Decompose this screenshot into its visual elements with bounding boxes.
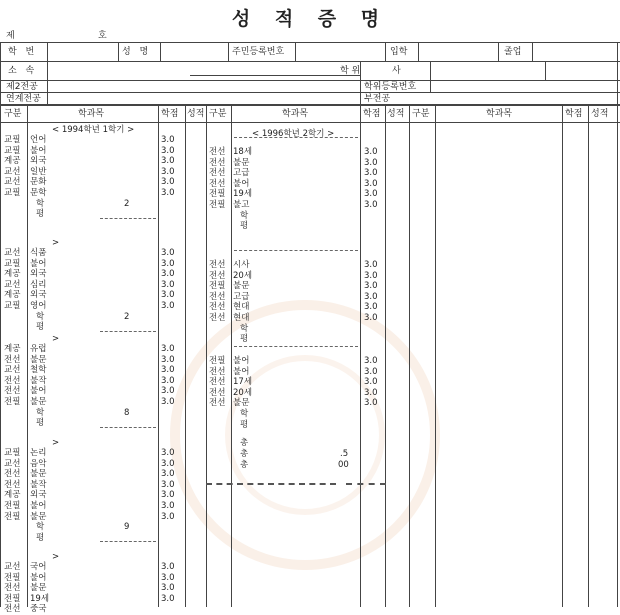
course-name: 19세 xyxy=(30,593,50,604)
course-name: 심리 xyxy=(30,279,47,290)
course-type: 계공 xyxy=(4,156,21,167)
total-label-3: 총 xyxy=(240,460,249,470)
course-type: 전선 xyxy=(4,583,21,594)
course-type: 전필 xyxy=(209,200,226,210)
course-name: 불문 xyxy=(233,281,250,292)
course-name: 불어 xyxy=(30,145,47,156)
course-type: 계공 xyxy=(4,490,21,501)
semester-sub-1: 학 xyxy=(240,210,249,221)
course-type: 전선 xyxy=(4,469,21,480)
course-type: 전필 xyxy=(4,572,21,583)
course-name: 외국 xyxy=(30,269,47,280)
semester-sub-2: 평 xyxy=(36,322,45,333)
col-grade-header-1: 성적 xyxy=(187,109,205,119)
student-no-label: 학 번 xyxy=(8,47,38,57)
col-type-header-1: 구분 xyxy=(4,109,22,119)
second-major-label: 제2전공 xyxy=(6,82,38,92)
course-type: 교필 xyxy=(4,301,21,311)
course-type: 전선 xyxy=(209,147,226,157)
total-value-1: .5 xyxy=(340,449,349,459)
course-credits: 3.0 3.0 3.0 3.0 3.0 3.0 xyxy=(161,135,175,198)
course-type: 교선 xyxy=(4,166,21,177)
course-credits: 3.0 3.0 3.0 3.0 3.0 xyxy=(364,356,378,409)
degree-value: 사 xyxy=(392,66,401,76)
course-name: 18세 xyxy=(233,147,253,157)
doc-number-prefix: 제 xyxy=(6,31,15,41)
course-type: 전선 xyxy=(209,387,226,398)
course-name: 영어 xyxy=(30,301,47,311)
course-type: 교선 xyxy=(4,562,21,572)
semester-divider xyxy=(234,346,358,347)
course-name: 17세 xyxy=(233,377,253,388)
col-course-header-2: 학과목 xyxy=(282,109,309,119)
course-name: 국어 xyxy=(30,562,47,572)
course-type: 전선 xyxy=(209,260,226,270)
semester-label: > xyxy=(52,438,60,448)
course-name: 불문 xyxy=(233,398,250,409)
doc-number-suffix: 호 xyxy=(98,31,107,41)
course-name: 일반 xyxy=(30,166,47,177)
course-name: 불작 xyxy=(30,375,47,386)
course-type: 전필 xyxy=(209,281,226,292)
semester-label: > xyxy=(52,238,60,248)
semester-credit-sum: 2 xyxy=(124,311,130,322)
course-name: 중국 xyxy=(30,604,47,615)
course-type: 전선 xyxy=(209,168,226,179)
course-name: 불어 xyxy=(30,572,47,583)
course-name: 불어 xyxy=(30,501,47,511)
semester-label: < 1994학년 1학기 > xyxy=(52,125,135,135)
col-credit-header-1: 학점 xyxy=(161,109,179,119)
affiliation-label: 소 속 xyxy=(8,66,38,76)
semester-sub-1: 학 xyxy=(240,323,249,334)
course-name: 20세 xyxy=(233,270,253,281)
admission-label: 입학 xyxy=(390,47,408,57)
semester-sub-2: 평 xyxy=(36,532,45,543)
linked-major-label: 연계전공 xyxy=(6,94,41,104)
course-type: 전필 xyxy=(209,356,226,366)
col-credit-header-2: 학점 xyxy=(363,109,381,119)
course-name: 불문 xyxy=(30,583,47,594)
name-label: 성 명 xyxy=(122,47,152,57)
course-type: 계공 xyxy=(4,290,21,301)
col-grade-header-2: 성적 xyxy=(387,109,405,119)
semester-label: > xyxy=(52,552,60,562)
course-type: 교필 xyxy=(4,188,21,198)
course-type: 교선 xyxy=(4,458,21,469)
course-name: 외국 xyxy=(30,156,47,167)
course-type: 전선 xyxy=(209,366,226,377)
semester-sub-2: 평 xyxy=(36,209,45,220)
course-type: 전필 xyxy=(4,511,21,522)
col-course-header-1: 학과목 xyxy=(78,109,105,119)
semester-sub-2: 평 xyxy=(240,419,249,430)
course-credits: 3.0 3.0 3.0 3.0 3.0 3.0 xyxy=(161,248,175,311)
course-name: 불어 xyxy=(30,258,47,269)
course-type: 전선 xyxy=(209,178,226,189)
totals-divider xyxy=(206,483,336,485)
course-type: 전필 xyxy=(4,501,21,511)
semester-credit-sum: 8 xyxy=(124,407,130,418)
course-name: 외국 xyxy=(30,490,47,501)
course-name: 불문 xyxy=(30,397,47,407)
course-credits: 3.0 3.0 3.0 3.0 3.0 3.0 xyxy=(161,344,175,407)
course-type: 전필 xyxy=(4,593,21,604)
semester-label: < 1996학년 2학기 > xyxy=(252,129,335,139)
course-name: 유럽 xyxy=(30,344,47,354)
semester-credit-sum: 9 xyxy=(124,522,130,533)
course-type: 전선 xyxy=(209,377,226,388)
col-type-header-2: 구분 xyxy=(209,109,227,119)
semester-label: > xyxy=(52,334,60,344)
course-name: 문화 xyxy=(30,177,47,188)
course-type: 교선 xyxy=(4,365,21,376)
semester-divider xyxy=(100,331,156,332)
semester-sub-1: 학 xyxy=(36,198,45,209)
course-type: 전선 xyxy=(4,386,21,397)
course-type: 계공 xyxy=(4,269,21,280)
semester-divider xyxy=(100,218,156,219)
total-label-2: 총 xyxy=(240,449,249,459)
semester-sub-1: 학 xyxy=(240,409,249,419)
course-name: 시사 xyxy=(233,260,250,270)
semester-sub-1: 학 xyxy=(36,522,45,533)
course-type: 전선 xyxy=(4,479,21,490)
course-name: 논리 xyxy=(30,448,47,458)
course-credits: 3.0 3.0 3.0 3.0 xyxy=(161,562,175,604)
semester-divider xyxy=(100,541,156,542)
course-name: 음악 xyxy=(30,458,47,469)
course-credits: 3.0 3.0 3.0 3.0 3.0 3.0 xyxy=(364,147,378,210)
course-type: 교선 xyxy=(4,177,21,188)
col-type-header-3: 구분 xyxy=(412,109,430,119)
course-name: 불문 xyxy=(30,354,47,365)
course-name: 불고 xyxy=(233,200,250,210)
document-title: 성 적 증 명 xyxy=(231,8,389,30)
course-name: 문학 xyxy=(30,188,47,198)
course-name: 불문 xyxy=(233,157,250,168)
course-type: 전선 xyxy=(209,313,226,323)
course-type: 전선 xyxy=(209,398,226,409)
course-name: 외국 xyxy=(30,290,47,301)
semester-sub-2: 평 xyxy=(36,418,45,429)
course-type: 교필 xyxy=(4,135,21,145)
course-type: 계공 xyxy=(4,344,21,354)
total-value-2: 00 xyxy=(338,460,349,470)
course-type: 전선 xyxy=(4,354,21,365)
course-type: 전선 xyxy=(209,157,226,168)
semester-divider xyxy=(100,427,156,428)
course-type: 전선 xyxy=(4,375,21,386)
semester-sub-1: 학 xyxy=(36,311,45,322)
course-name: 불어 xyxy=(233,178,250,189)
col-credit-header-3: 학점 xyxy=(565,109,583,119)
course-name: 불어 xyxy=(233,356,250,366)
total-label-1: 총 xyxy=(240,438,249,448)
semester-divider xyxy=(234,250,358,251)
course-name: 불어 xyxy=(30,386,47,397)
course-type: 전필 xyxy=(209,189,226,200)
course-type: 전필 xyxy=(4,397,21,407)
course-name: 19세 xyxy=(233,189,253,200)
col-grade-header-3: 성적 xyxy=(591,109,609,119)
course-credits: 3.0 3.0 3.0 3.0 3.0 3.0 3.0 xyxy=(161,448,175,522)
degree-reg-label: 학위등록번호 xyxy=(364,82,417,92)
totals-divider-2 xyxy=(346,483,386,485)
minor-label: 부전공 xyxy=(364,94,391,104)
degree-label: 학 위 xyxy=(340,66,361,76)
course-type: 전선 xyxy=(4,604,21,615)
semester-sub-1: 학 xyxy=(36,407,45,418)
course-type: 교선 xyxy=(4,248,21,258)
col-course-header-3: 학과목 xyxy=(486,109,513,119)
course-name: 불문 xyxy=(30,511,47,522)
rrn-label: 주민등록번호 xyxy=(232,47,285,57)
course-type: 교필 xyxy=(4,145,21,156)
course-name: 고급 xyxy=(233,291,250,302)
course-type: 전선 xyxy=(209,302,226,313)
course-type: 전선 xyxy=(209,270,226,281)
semester-sub-2: 평 xyxy=(240,334,249,345)
course-name: 불문 xyxy=(30,469,47,480)
course-name: 20세 xyxy=(233,387,253,398)
course-type: 전선 xyxy=(209,291,226,302)
course-name: 불작 xyxy=(30,479,47,490)
course-name: 현대 xyxy=(233,302,250,313)
semester-divider xyxy=(234,137,358,138)
semester-credit-sum: 2 xyxy=(124,198,130,209)
course-type: 교필 xyxy=(4,448,21,458)
course-name: 고급 xyxy=(233,168,250,179)
course-credits: 3.0 3.0 3.0 3.0 3.0 3.0 xyxy=(364,260,378,323)
course-name: 철학 xyxy=(30,365,47,376)
course-name: 현대 xyxy=(233,313,250,323)
course-name: 식품 xyxy=(30,248,47,258)
course-type: 교선 xyxy=(4,279,21,290)
course-name: 불어 xyxy=(233,366,250,377)
course-name: 언어 xyxy=(30,135,47,145)
course-type: 교필 xyxy=(4,258,21,269)
graduation-label: 졸업 xyxy=(504,47,522,57)
semester-sub-2: 평 xyxy=(240,221,249,232)
